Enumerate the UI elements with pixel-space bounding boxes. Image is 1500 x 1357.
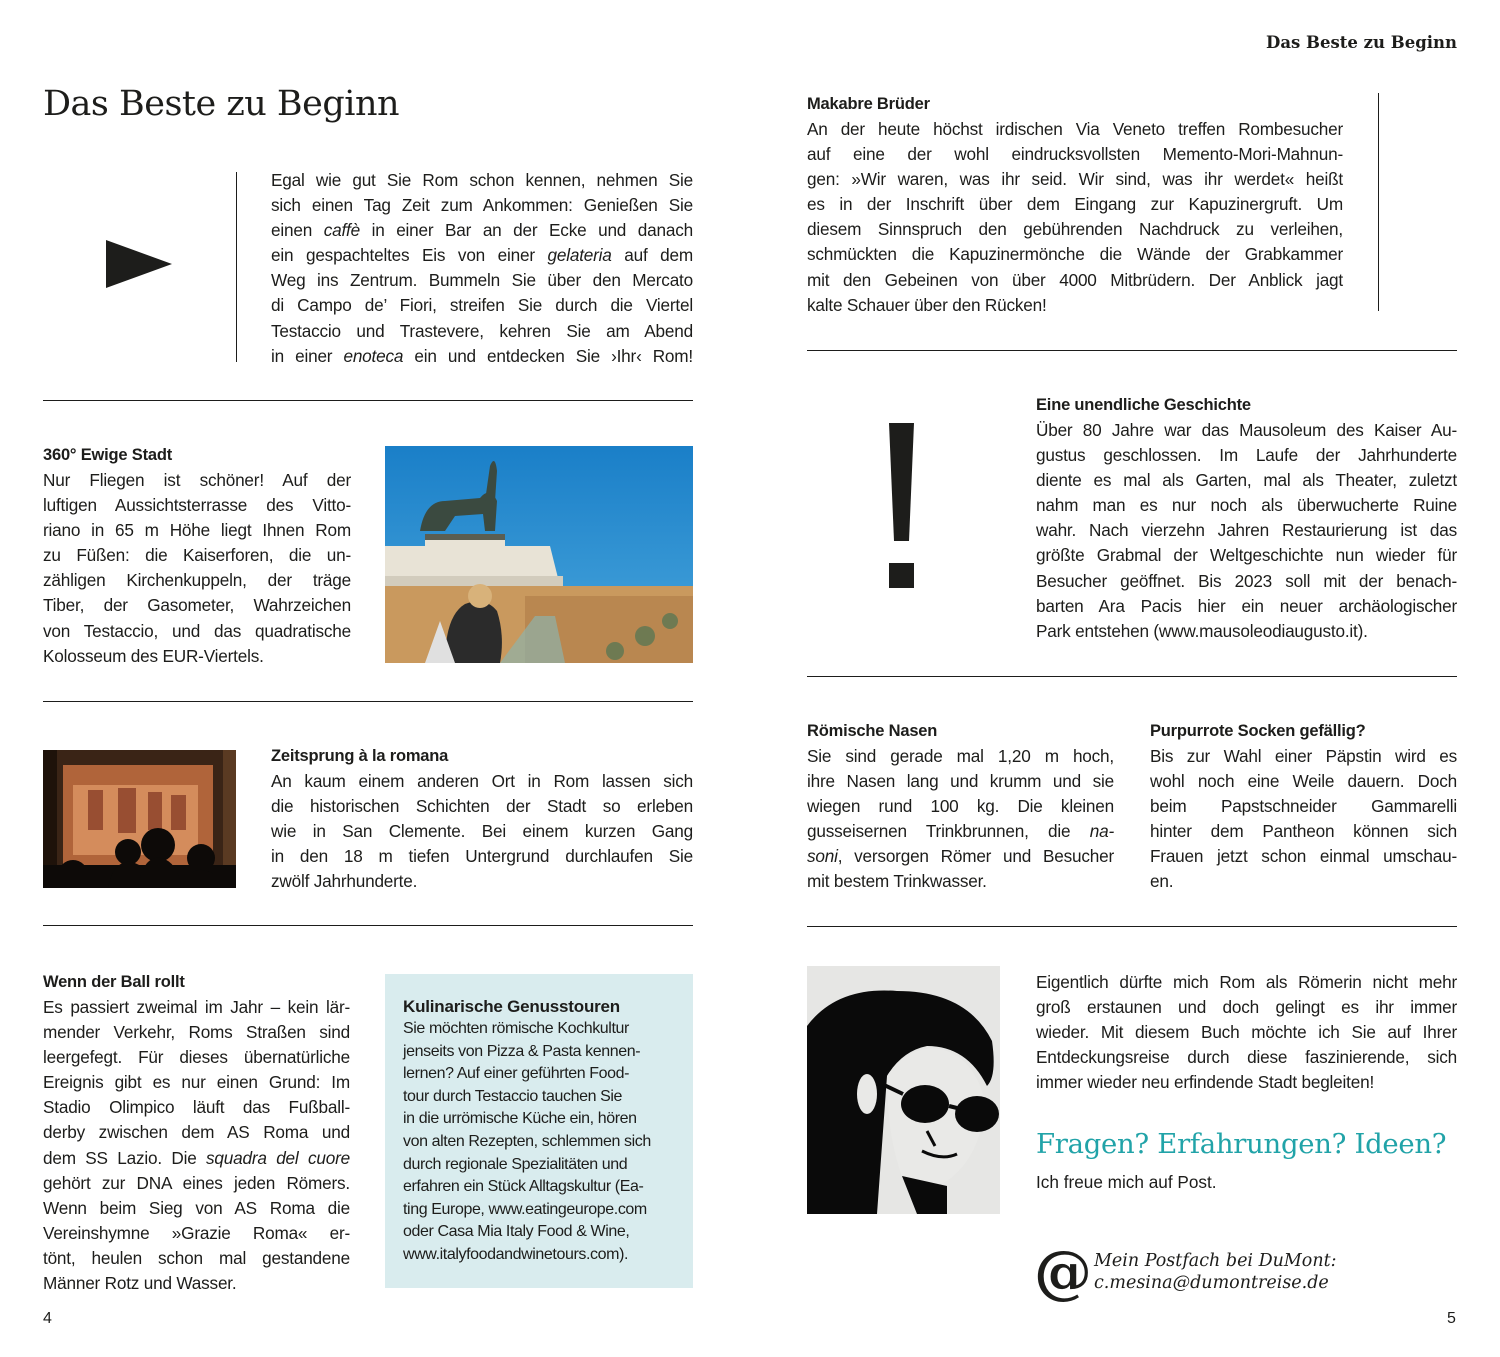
page-number-right: 5 [1447,1310,1456,1327]
article-purpurrote-socken [1150,719,1457,895]
at-sign-icon: @ [1034,1238,1092,1306]
vertical-divider [1378,93,1379,311]
article-zeitsprung [271,744,693,894]
mail-address-link[interactable]: c.mesina@dumontreise.de [1094,1273,1329,1293]
page-number-left: 4 [43,1310,52,1327]
text-line: nahm man es nur noch als überwucherte Ruine [1036,495,1457,516]
text-line: von alten Rezepten, schlemmen sich [403,1132,651,1150]
text-line: wieder. Mit diesem Buch möchte ich Sie auf Ihrer [1036,1022,1457,1043]
text-line: die historischen Schichten der Stadt so erleben [271,796,693,817]
text-line: zu Füßen: die Kaiserforen, die un- [43,545,351,566]
text-line: immer wieder neu erfindende Stadt begleiten! [1036,1072,1375,1093]
section-divider [43,925,693,926]
text-line: gustus geschlossen. Im Laufe der Jahrhunderte [1036,445,1457,466]
text-line: Männer Rotz und Wasser. [43,1273,237,1294]
text-line: wahr. Nach vierzehn Jahren Restaurierung ist das [1036,520,1457,541]
text-line: größte Grabmal der Weltgeschichte nun wieder für [1036,545,1457,566]
text-line: zwölf Jahrhunderte. [271,871,418,892]
text-line: ting Europe, www.eatingeurope.com [403,1200,647,1218]
mail-label: Mein Postfach bei DuMont: [1094,1251,1337,1271]
photo-san-clemente [43,750,236,888]
text-line: Entdeckungsreise durch diese faszinierende, sich [1036,1047,1457,1068]
text-line: An kaum einem anderen Ort in Rom lassen sich [271,771,693,791]
text-line: ein gespachteltes Eis von einer gelateria auf dem [271,245,694,266]
text-line: in den 18 m tiefen Untergrund durchlaufen Sie [271,846,693,867]
contact-subtext: Ich freue mich auf Post. [1036,1172,1217,1192]
text-line: mit bestem Trinkwasser. [807,871,987,892]
article-heading: 360° Ewige Stadt [43,446,173,464]
text-line: mit den Gebeinen von über 4000 Mitbrüdern. Der Anblick jagt [807,269,1343,290]
text-line: Frauen jetzt schon einmal umschau- [1150,846,1457,867]
text-line: tönt, heulen schon mal gestandene [43,1247,350,1268]
text-line: Besucher geöffnet. Bis 2023 soll mit der benach- [1036,570,1457,591]
text-line: derby zwischen dem AS Roma und [43,1122,350,1143]
section-divider [807,926,1457,927]
article-heading: Eine unendliche Geschichte [1036,396,1251,414]
text-line: gen: »Wir waren, was ihr seid. Wir sind, was ihr werdet« heißt [807,169,1343,190]
author-intro [1036,970,1457,1095]
text-line: kalte Schauer über den Rücken! [807,294,1047,315]
text-line: lernen? Auf einer geführten Food- [403,1065,630,1083]
vertical-divider [236,172,237,362]
text-line: in einer enoteca ein und entdecken Sie ›Ihr‹ Rom! [271,345,693,366]
text-line: Es passiert zweimal im Jahr – kein lär- [43,997,350,1017]
page-title: Das Beste zu Beginn [43,84,400,124]
section-divider [807,676,1457,677]
text-line: luftigen Aussichtsterrasse des Vitto- [43,495,351,516]
text-line: gehört zur DNA eines jeden Römers. [43,1172,350,1193]
author-portrait [807,966,1000,1214]
contact-heading: Fragen? Erfahrungen? Ideen? [1036,1128,1447,1160]
text-line: Wenn beim Sieg von AS Roma die [43,1197,350,1218]
text-line: jenseits von Pizza & Pasta kennen- [403,1042,641,1060]
text-line: Sie sind gerade mal 1,20 m hoch, [807,746,1114,766]
exclamation-icon-dot [889,563,914,588]
running-header: Das Beste zu Beginn [1266,33,1457,52]
text-line: durch regionale Spezialitäten und [403,1155,628,1173]
text-line: sich einen Tag Zeit zum Ankommen: Genießen Sie [271,195,693,216]
text-line: Tiber, der Gasometer, Wahrzeichen [43,595,351,616]
text-line: leergefegt. Für dieses übernatürliche [43,1047,350,1068]
photo-vittoriano [385,446,693,663]
text-line: hinter dem Pantheon können sich [1150,821,1457,842]
text-line: dem SS Lazio. Die squadra del cuore [43,1147,350,1168]
text-line: erfahren ein Stück Alltagskultur (Ea- [403,1178,644,1196]
text-line: es in der Inschrift über dem Eingang zur Kapuzinergruft. Um [807,194,1343,215]
text-line: in die urrömische Küche ein, hören [403,1110,637,1128]
article-roemische-nasen [807,719,1114,895]
text-line: mender Verkehr, Roms Straßen sind [43,1022,350,1043]
text-line: Kolosseum des EUR-Viertels. [43,645,264,666]
text-line: Park entstehen (www.mausoleodiaugusto.it). [1036,620,1368,641]
text-line: Weg ins Zentrum. Bummeln Sie über den Mercato [271,270,693,291]
text-line: en. [1150,871,1174,892]
article-heading: Makabre Brüder [807,95,930,113]
info-box-culinary [385,974,693,1288]
article-heading: Zeitsprung à la romana [271,747,449,765]
text-line: gusseisernen Trinkbrunnen, die na- [807,821,1114,842]
article-heading: Wenn der Ball rollt [43,973,185,991]
text-line: Stadio Olimpico läuft das Fußball- [43,1097,350,1118]
text-line: riano in 65 m Höhe liegt Ihnen Rom [43,520,351,541]
section-divider [807,350,1457,351]
text-line: Sie möchten römische Kochkultur [403,1020,629,1037]
text-line: Über 80 Jahre war das Mausoleum des Kaiser Au- [1036,420,1457,440]
intro-text [271,168,693,369]
text-line: www.italyfoodandwinetours.com). [403,1245,629,1263]
text-line: Ereignis gibt es nur einen Grund: Im [43,1072,350,1093]
text-line: Testaccio und Trastevere, kehren Sie am Abend [271,320,693,341]
article-wenn-der-ball-rollt [43,970,350,1296]
text-line: wiegen rund 100 kg. Die kleinen [807,796,1114,817]
text-line: di Campo de’ Fiori, streifen Sie durch die Viertel [271,295,693,316]
text-line: diente es mal als Garten, mal als Theater, zuletzt [1036,470,1457,491]
text-line: Bis zur Wahl einer Päpstin wird es [1150,746,1457,766]
article-heading: Purpurrote Socken gefällig? [1150,722,1366,740]
text-line: wie in San Clemente. Bei einem kurzen Gang [271,821,693,842]
text-line: An der heute höchst irdischen Via Veneto treffen Rombesucher [807,119,1343,139]
article-heading: Römische Nasen [807,722,938,740]
text-line: einen caffè in einer Bar an der Ecke und danach [271,220,693,241]
text-line: diesem Sinnspruch den gebührenden Nachdruck zu verleihen, [807,219,1343,240]
section-divider [43,701,693,702]
article-ewige-stadt [43,443,351,669]
info-box-heading: Kulinarische Genusstouren [403,997,620,1016]
text-line: Nur Fliegen ist schöner! Auf der [43,470,351,490]
text-line: auf eine der wohl eindrucksvollsten Memento-Mori-Mahnun- [807,144,1343,165]
text-line: oder Casa Mia Italy Food & Wine, [403,1223,630,1241]
mail-block [1094,1250,1337,1294]
text-line: Vereinshymne »Grazie Roma« er- [43,1222,350,1243]
text-line: barten Ara Pacis hier ein neuer archäologischer [1036,595,1457,616]
text-line: zähligen Kirchenkuppeln, der träge [43,570,351,591]
text-line: Eigentlich dürfte mich Rom als Römerin nicht mehr [1036,972,1457,992]
text-line: groß erstaunen und doch gelingt es ihr immer [1036,997,1457,1018]
text-line: beim Papstschneider Gammarelli [1150,796,1457,817]
article-makabre [807,92,1343,318]
text-line: wohl noch eine Weile dauern. Doch [1150,771,1457,792]
article-unendliche-geschichte [1036,393,1457,644]
text-line: tour durch Testaccio tauchen Sie [403,1087,623,1105]
text-line: von Testaccio, und das quadratische [43,620,351,641]
section-divider [43,400,693,401]
text-line: schmückten die Kapuzinermönche die Wände der Grabkammer [807,244,1343,265]
exclamation-icon [889,423,914,541]
text-line: Egal wie gut Sie Rom schon kennen, nehmen Sie [271,170,693,190]
triangle-arrow-icon [106,240,172,288]
text-line: soni, versorgen Römer und Besucher [807,846,1114,867]
text-line: ihre Nasen lang und krumm und sie [807,771,1114,792]
